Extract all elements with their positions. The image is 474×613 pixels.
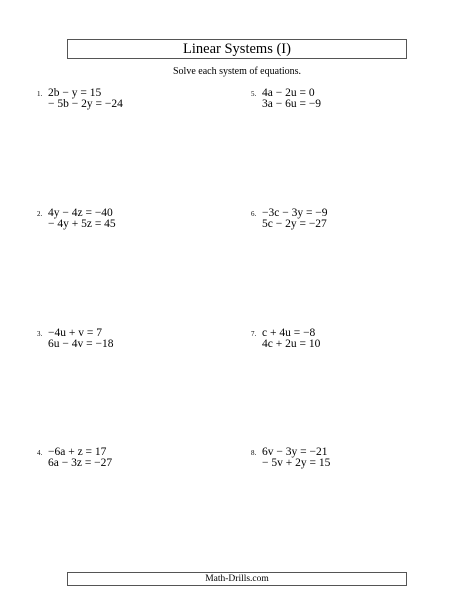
footer-source: Math-Drills.com [67, 572, 407, 586]
equation-1: −4u + v = 7 [48, 327, 102, 339]
problem-number: 3. [37, 330, 43, 338]
equation-2: − 5b − 2y = −24 [48, 98, 123, 110]
worksheet-title: Linear Systems (I) [67, 39, 407, 59]
equation-2: 5c − 2y = −27 [262, 218, 327, 230]
equation-1: −3c − 3y = −9 [262, 207, 328, 219]
problem-number: 5. [251, 90, 257, 98]
equation-2: 3a − 6u = −9 [262, 98, 322, 110]
problem-1 [37, 87, 227, 117]
equation-1: −6a + z = 17 [48, 446, 107, 458]
instructions: Solve each system of equations. [172, 66, 302, 77]
problem-number: 4. [37, 449, 43, 457]
equation-1: 6v − 3y = −21 [262, 446, 328, 458]
equation-2: 6u − 4v = −18 [48, 338, 114, 350]
problem-number: 8. [251, 449, 257, 457]
equation-1: 4y − 4z = −40 [48, 207, 113, 219]
problem-number: 7. [251, 330, 257, 338]
problem-4 [37, 446, 227, 476]
equation-2: − 4y + 5z = 45 [48, 218, 116, 230]
equation-1: 2b − y = 15 [48, 87, 102, 99]
equation-1: 4a − 2u = 0 [262, 87, 315, 99]
problem-2 [37, 207, 227, 237]
problem-number: 1. [37, 90, 43, 98]
equation-2: 6a − 3z = −27 [48, 457, 113, 469]
problem-number: 6. [251, 210, 257, 218]
problem-number: 2. [37, 210, 43, 218]
problem-7 [251, 327, 441, 357]
equation-2: − 5v + 2y = 15 [262, 457, 331, 469]
problem-6 [251, 207, 441, 237]
problem-8 [251, 446, 441, 476]
problem-3 [37, 327, 227, 357]
equation-1: c + 4u = −8 [262, 327, 316, 339]
problem-5 [251, 87, 441, 117]
equation-2: 4c + 2u = 10 [262, 338, 321, 350]
